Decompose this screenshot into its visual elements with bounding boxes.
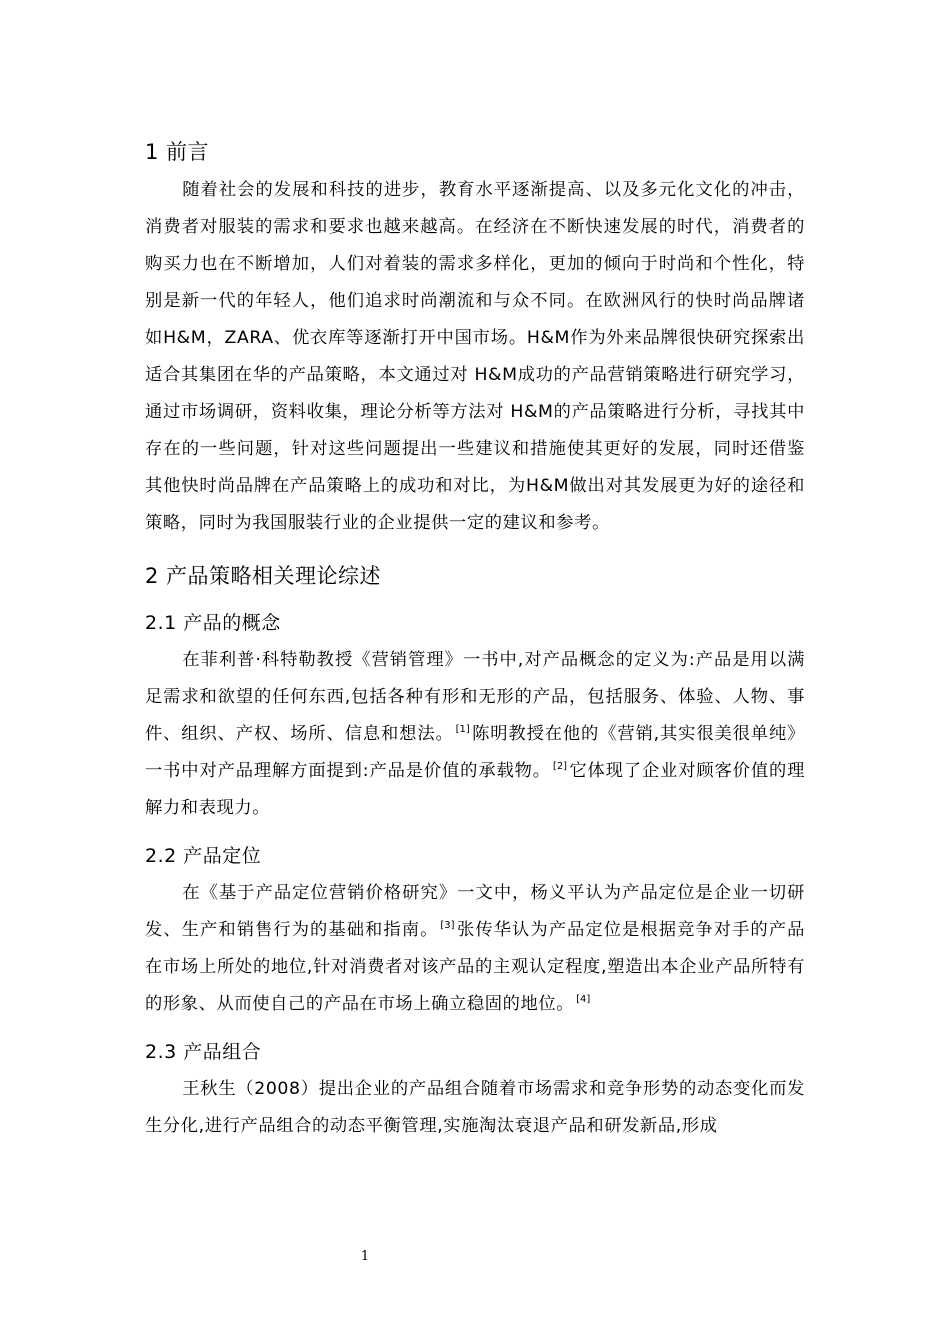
page-content bbox=[145, 134, 805, 1145]
text-run: 它体现了企业对顾客价值的理解力和表现力。 bbox=[145, 761, 805, 818]
section-2-1-paragraph bbox=[145, 642, 805, 827]
section-2-2-heading: 2.2 产品定位 bbox=[145, 845, 262, 867]
citation-ref: [3] bbox=[440, 920, 455, 932]
citation-ref: [2] bbox=[552, 761, 568, 773]
text-run: 陈明教授在他的《营销,其实很美很单纯》一书中对产品理解方面提到:产品是价值的承载物。 bbox=[145, 724, 805, 781]
section-1-paragraph: 随着社会的发展和科技的进步，教育水平逐渐提高、以及多元化文化的冲击，消费者对服装的需求和要求也越来越高。在经济在不断快速发展的时代，消费者的购买力也在不断增加，人们对着装的需求多样化，更加的倾向于时尚和个性化，特别是新一代的年轻人，他们追求时尚潮流和与众不同。在欧洲风行的快时尚品牌诸如H&M，ZARA、优衣库等逐渐打开中国市场。H&M作为外来品牌很快研究探索出适合其集团在华的产品策略，本文通过对 H&M成功的产品营销策略进行研究学习，通过市场调研，资料收集，理论分析等方法对 H&M的产品策略进行分析，寻找其中存在的一些问题，针对这些问题提出一些建议和措施使其更好的发展，同时还借鉴其他快时尚品牌在产品策略上的成功和对比，为H&M做出对其发展更为好的途径和策略，同时为我国服装行业的企业提供一定的建议和参考。 bbox=[145, 180, 805, 533]
text-run: 在菲利普·科特勒教授《营销管理》一书中,对产品概念的定义为:产品是用以满足需求和欲望的任何东西,包括各种有形和无形的产品，包括服务、体验、人物、事件、组织、产权、场所、信息和想法。 bbox=[145, 650, 805, 744]
section-2-heading: 2 产品策略相关理论综述 bbox=[145, 564, 382, 588]
text-run: 在《基于产品定位营销价格研究》一文中，杨义平认为产品定位是企业一切研发、生产和销售行为的基础和指南。 bbox=[145, 883, 805, 940]
text-run: 张传华认为产品定位是根据竞争对手的产品在市场上所处的地位,针对消费者对该产品的主观认定程度,塑造出本企业产品所特有的形象、从而使自己的产品在市场上确立稳固的地位。 bbox=[145, 920, 805, 1014]
citation-ref: [1] bbox=[455, 724, 470, 736]
section-2-3-paragraph: 王秋生（2008）提出企业的产品组合随着市场需求和竞争形势的动态变化而发生分化,进行产品组合的动态平衡管理,实施淘汰衰退产品和研发新品,形成 bbox=[145, 1079, 805, 1136]
section-2-3-heading: 2.3 产品组合 bbox=[145, 1041, 262, 1063]
section-1-heading: 1 前言 bbox=[145, 140, 210, 164]
citation-ref: [4] bbox=[576, 994, 591, 1006]
page-number: 1 bbox=[360, 1249, 370, 1264]
section-2-1-heading: 2.1 产品的概念 bbox=[145, 612, 281, 634]
section-2-2-paragraph bbox=[145, 875, 805, 1023]
